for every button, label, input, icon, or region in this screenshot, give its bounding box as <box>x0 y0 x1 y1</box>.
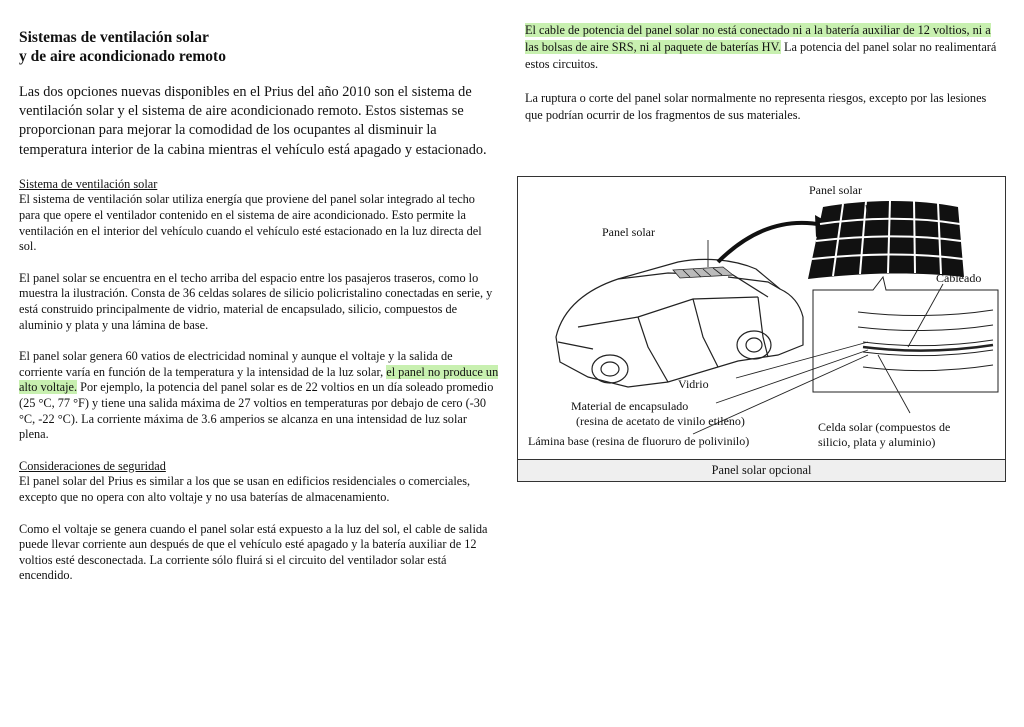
solar-panel-large <box>808 200 964 279</box>
right-paragraph-2: La ruptura o corte del panel solar normalmente no representa riesgos, excepto por las lesiones que podrían ocurrir de los fragmentos de sus materiales. <box>525 91 987 122</box>
label-vidrio: Vidrio <box>678 377 709 391</box>
solar-panel-figure <box>517 176 1006 482</box>
section-heading-safety: Consideraciones de seguridad <box>19 458 166 473</box>
car-illustration <box>556 259 803 387</box>
title-line-1: Sistemas de ventilación solar <box>19 29 209 46</box>
label-encapsulado-2: (resina de acetato de vinilo etileno) <box>576 414 745 428</box>
label-celda-2: silicio, plata y aluminio) <box>818 435 936 449</box>
label-cableado: Cableado <box>936 271 982 285</box>
p3-highlight: el panel no produce un alto voltaje. <box>19 364 499 395</box>
safety-paragraph-1: El panel solar del Prius es similar a los que se usan en edificios residenciales o comerciales, excepto que no opera con alto voltaje y no usa baterías de almacenamiento. <box>19 474 471 504</box>
label-panel-top: Panel solar <box>809 183 862 197</box>
right-p1-rest: La potencia del panel solar no realimentará estos circuitos. <box>525 40 997 71</box>
intro-paragraph: Las dos opciones nuevas disponibles en el Prius del año 2010 son el sistema de ventilación solar y el sistema de aire acondicionado remoto. Estos sistemas se proporcionan para mejorar la comodidad de los ocupantes al disminuir la temperatura interior de la cabina mientras el vehículo está apagado y estacionado. <box>19 84 487 158</box>
label-lamina: Lámina base (resina de fluoruro de polivinilo) <box>528 434 750 448</box>
section-heading-ventilation: Sistema de ventilación solar <box>19 176 158 191</box>
right-highlight: El cable de potencia del panel solar no está conectado ni a la batería auxiliar de 12 voltios, ni a las bolsas de aire SRS, ni al paquete de baterías HV. <box>525 23 991 54</box>
p3-text-a: El panel solar genera 60 vatios de electricidad nominal y aunque el voltaje y la salida de corriente varía en función de la temperatura y la intensidad de la luz solar, <box>19 349 453 379</box>
label-panel-car: Panel solar <box>602 225 655 239</box>
label-encapsulado-1: Material de encapsulado <box>571 399 689 413</box>
title-line-2: y de aire acondicionado remoto <box>19 48 226 65</box>
ventilation-paragraph-2: El panel solar se encuentra en el techo arriba del espacio entre los pasajeros traseros, como lo muestra la ilustración. Consta de 36 celdas solares de silicio policristalino conectadas en serie, y está construido principalmente de vidrio, material de encapsulado, silicio, compuestos de aluminio y plata y una lámina de base. <box>19 270 493 332</box>
detail-callout <box>813 277 998 392</box>
label-celda-1: Celda solar (compuestos de <box>818 420 951 434</box>
page-title <box>19 28 499 66</box>
ventilation-paragraph-1: El sistema de ventilación solar utiliza energía que proviene del panel solar integrado al techo para que opere el ventilador contenido en el sistema de aire acondicionado. Esto permite la ventilación en el interior del vehículo cuando el vehículo esté estacionado en la luz directa del sol. <box>19 192 482 254</box>
safety-paragraph-2: Como el voltaje se genera cuando el panel solar está expuesto a la luz del sol, el cable de salida puede llevar corriente aun después de que el vehículo esté apagado y la batería auxiliar de 12 voltios esté desconectada. La corriente sólo fluirá si el circuito del ventilador solar está encendido. <box>19 521 488 583</box>
figure-caption: Panel solar opcional <box>518 459 1005 481</box>
right-column <box>525 22 1005 124</box>
right-paragraph-1 <box>525 22 1005 73</box>
p3-text-b: Por ejemplo, la potencia del panel solar es de 22 voltios en un día soleado promedio (25 °C, 77 °F) y tiene una salida máxima de 27 voltios en temperaturas por debajo de cero (-30 °C, -22 °C). La corriente máxima de 3.6 amperios se alcanza en una intensidad de luz solar plena. <box>19 380 494 442</box>
ventilation-paragraph-3 <box>19 349 499 443</box>
left-column <box>19 28 499 584</box>
roof-solar-panel <box>673 267 733 278</box>
